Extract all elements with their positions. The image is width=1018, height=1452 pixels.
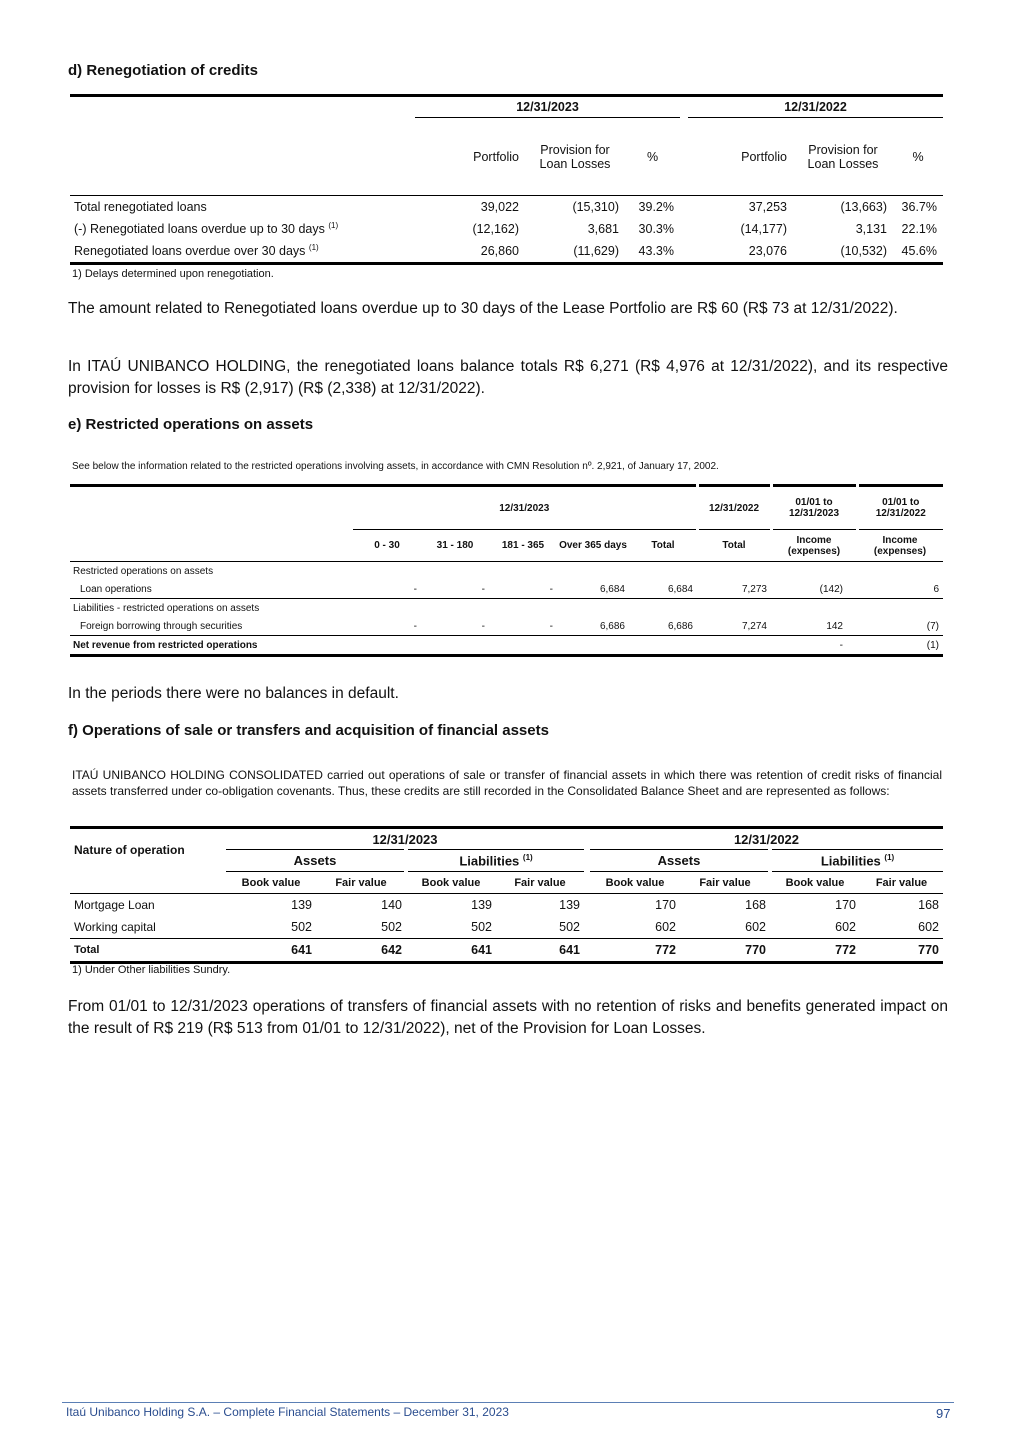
range-2022-header: 01/01 to 12/31/2022	[857, 486, 943, 530]
cell: 641	[559, 943, 580, 957]
cell: -	[549, 583, 553, 595]
cell: -	[481, 583, 485, 595]
fair-value-header: Fair value	[335, 876, 387, 889]
income-header: Income (expenses)	[873, 534, 927, 557]
table-row	[70, 894, 943, 917]
cell: 39.2%	[638, 200, 674, 214]
period-2023-header: 12/31/2023	[353, 486, 697, 530]
footer-text: Itaú Unibanco Holding S.A. – Complete Financial Statements – December 31, 2023	[66, 1405, 509, 1419]
table-row	[70, 580, 943, 599]
cell: (142)	[819, 583, 843, 595]
book-value-header: Book value	[605, 876, 665, 889]
cell: 168	[745, 898, 766, 912]
total-row	[70, 939, 943, 963]
row-label: Loan operations	[80, 583, 152, 595]
cell: 6,686	[667, 620, 693, 632]
cell: -	[413, 583, 417, 595]
row-label: Foreign borrowing through securities	[80, 620, 243, 632]
cell: 772	[835, 943, 856, 957]
liabilities-header: Liabilities	[820, 853, 881, 869]
row-label: Working capital	[74, 920, 156, 934]
cell: 502	[381, 920, 402, 934]
cell: -	[549, 620, 553, 632]
cell: 36.7%	[901, 200, 937, 214]
paragraph: In ITAÚ UNIBANCO HOLDING, the renegotiated loans balance totals R$ 6,271 (R$ 4,976 at 12/31/2022), and its respective provision for losses is R$ (2,917) (R$ (2,338) at 12/31/2022).	[68, 358, 948, 397]
row-label: Total renegotiated loans	[74, 200, 207, 214]
cell: (14,177)	[740, 222, 787, 236]
row-label: Total	[74, 944, 100, 956]
table-row	[70, 218, 943, 240]
cell: 502	[471, 920, 492, 934]
renegotiation-table	[70, 94, 943, 265]
total-header: Total	[722, 540, 746, 551]
book-value-header: Book value	[785, 876, 845, 889]
cell: 139	[471, 898, 492, 912]
period-2022-header: 12/31/2022	[590, 828, 943, 850]
cell: 772	[655, 943, 676, 957]
paragraph: From 01/01 to 12/31/2023 operations of transfers of financial assets with no retention of risks and benefits generated impact on the result of R$ 219 (R$ 513 from 01/01 to 12/31/2022), net of the Provision for Loan Losses.	[68, 998, 948, 1037]
assets-header: Assets	[590, 850, 770, 872]
income-header: Income (expenses)	[787, 534, 841, 557]
bucket-header: Total	[651, 540, 675, 551]
footnote-ref: (1)	[884, 852, 895, 862]
cell: 770	[918, 943, 939, 957]
cell: 22.1%	[901, 222, 937, 236]
cell: 6,684	[599, 583, 625, 595]
cell: 30.3%	[638, 222, 674, 236]
cell: 6	[933, 583, 939, 595]
cell: 602	[745, 920, 766, 934]
cell: (7)	[926, 620, 939, 632]
cell: 3,131	[855, 222, 887, 236]
cell: 602	[918, 920, 939, 934]
cell: 170	[655, 898, 676, 912]
cell: 170	[835, 898, 856, 912]
cell: 7,274	[741, 620, 767, 632]
footnote-ref: (1)	[308, 243, 319, 253]
liabilities-header: Liabilities	[459, 853, 520, 869]
cell: -	[413, 620, 417, 632]
footnote-ref: (1)	[522, 852, 533, 862]
table-row	[70, 617, 943, 636]
range-2023-header: 01/01 to 12/31/2023	[771, 486, 857, 530]
cell: 39,022	[480, 200, 519, 214]
cell: (13,663)	[840, 200, 887, 214]
period-2023-header: 12/31/2023	[415, 96, 680, 118]
cell: 641	[291, 943, 312, 957]
cell: 142	[826, 620, 843, 632]
cell: -	[839, 639, 843, 651]
period-2023-header: 12/31/2023	[226, 828, 584, 850]
paragraph: The amount related to Renegotiated loans overdue up to 30 days of the Lease Portfolio are R$ 60 (R$ 73 at 12/31/2022).	[68, 300, 898, 317]
book-value-header: Book value	[421, 876, 481, 889]
group-title: Restricted operations on assets	[73, 565, 214, 577]
table-row	[70, 916, 943, 939]
col-provision: Provision for Loan Losses	[539, 142, 611, 171]
cell: 140	[381, 898, 402, 912]
net-row	[70, 636, 943, 656]
col-percent: %	[912, 149, 924, 164]
cell: 502	[559, 920, 580, 934]
section-d-heading: d) Renegotiation of credits	[68, 62, 259, 79]
row-label: Renegotiated loans overdue over 30 days	[74, 244, 306, 259]
fair-value-header: Fair value	[699, 876, 751, 889]
section-e-heading: e) Restricted operations on assets	[68, 416, 314, 433]
book-value-header: Book value	[241, 876, 301, 889]
paragraph: In the periods there were no balances in default.	[68, 685, 399, 702]
page-number: 97	[936, 1406, 951, 1421]
row-label: (-) Renegotiated loans overdue up to 30 days	[74, 222, 325, 237]
cell: 168	[918, 898, 939, 912]
cell: 139	[291, 898, 312, 912]
footnote: 1) Under Other liabilities Sundry.	[72, 964, 231, 976]
cell: 6,686	[599, 620, 625, 632]
col-portfolio: Portfolio	[473, 149, 519, 164]
cell: (10,532)	[840, 244, 887, 258]
row-label: Mortgage Loan	[74, 898, 155, 912]
cell: 502	[291, 920, 312, 934]
cell: 45.6%	[901, 244, 937, 258]
section-e-intro: See below the information related to the restricted operations involving assets, in accordance with CMN Resolution nº. 2,921, of January 17, 2002.	[72, 461, 719, 472]
financial-assets-table	[70, 826, 943, 964]
fair-value-header: Fair value	[875, 876, 928, 889]
assets-header: Assets	[226, 850, 406, 872]
row-label: Net revenue from restricted operations	[73, 639, 258, 651]
cell: 3,681	[587, 222, 619, 236]
bucket-header: 0 - 30	[374, 540, 400, 551]
bucket-header: 181 - 365	[501, 540, 545, 551]
cell: 642	[381, 943, 402, 957]
footnote: 1) Delays determined upon renegotiation.	[72, 268, 274, 280]
cell: 602	[655, 920, 676, 934]
footnote-ref: (1)	[328, 221, 339, 231]
group-title: Liabilities - restricted operations on assets	[73, 602, 260, 614]
nature-header: Nature of operation	[74, 843, 185, 858]
cell: (1)	[926, 639, 939, 651]
cell: 26,860	[480, 244, 519, 258]
table-row	[70, 240, 943, 264]
bucket-header: 31 - 180	[436, 540, 474, 551]
cell: (15,310)	[572, 200, 619, 214]
cell: 602	[835, 920, 856, 934]
cell: 6,684	[667, 583, 693, 595]
cell: 43.3%	[638, 244, 674, 258]
col-provision: Provision for Loan Losses	[807, 142, 879, 171]
cell: 641	[471, 943, 492, 957]
section-f-intro: ITAÚ UNIBANCO HOLDING CONSOLIDATED carried out operations of sale or transfer of financial assets in which there was retention of credit risks of financial assets transferred under co-obligation covenants. Thus, these credits are still recorded in the Consolidated Balance Sheet and are represented as follows:	[72, 768, 942, 798]
period-2022-header: 12/31/2022	[697, 486, 771, 530]
cell: 23,076	[748, 244, 787, 258]
period-2022-header: 12/31/2022	[688, 96, 943, 118]
col-percent: %	[646, 149, 659, 164]
cell: 37,253	[748, 200, 787, 214]
cell: (11,629)	[573, 244, 619, 258]
cell: (12,162)	[472, 222, 519, 236]
bucket-header: Over 365 days	[559, 540, 627, 551]
cell: -	[481, 620, 485, 632]
table-row	[70, 196, 943, 219]
col-portfolio: Portfolio	[741, 149, 787, 164]
fair-value-header: Fair value	[514, 876, 566, 889]
cell: 7,273	[741, 583, 767, 595]
restricted-operations-table	[70, 484, 943, 657]
footer-divider	[62, 1402, 954, 1403]
section-f-heading: f) Operations of sale or transfers and acquisition of financial assets	[68, 722, 549, 739]
cell: 139	[559, 898, 580, 912]
cell: 770	[745, 943, 766, 957]
